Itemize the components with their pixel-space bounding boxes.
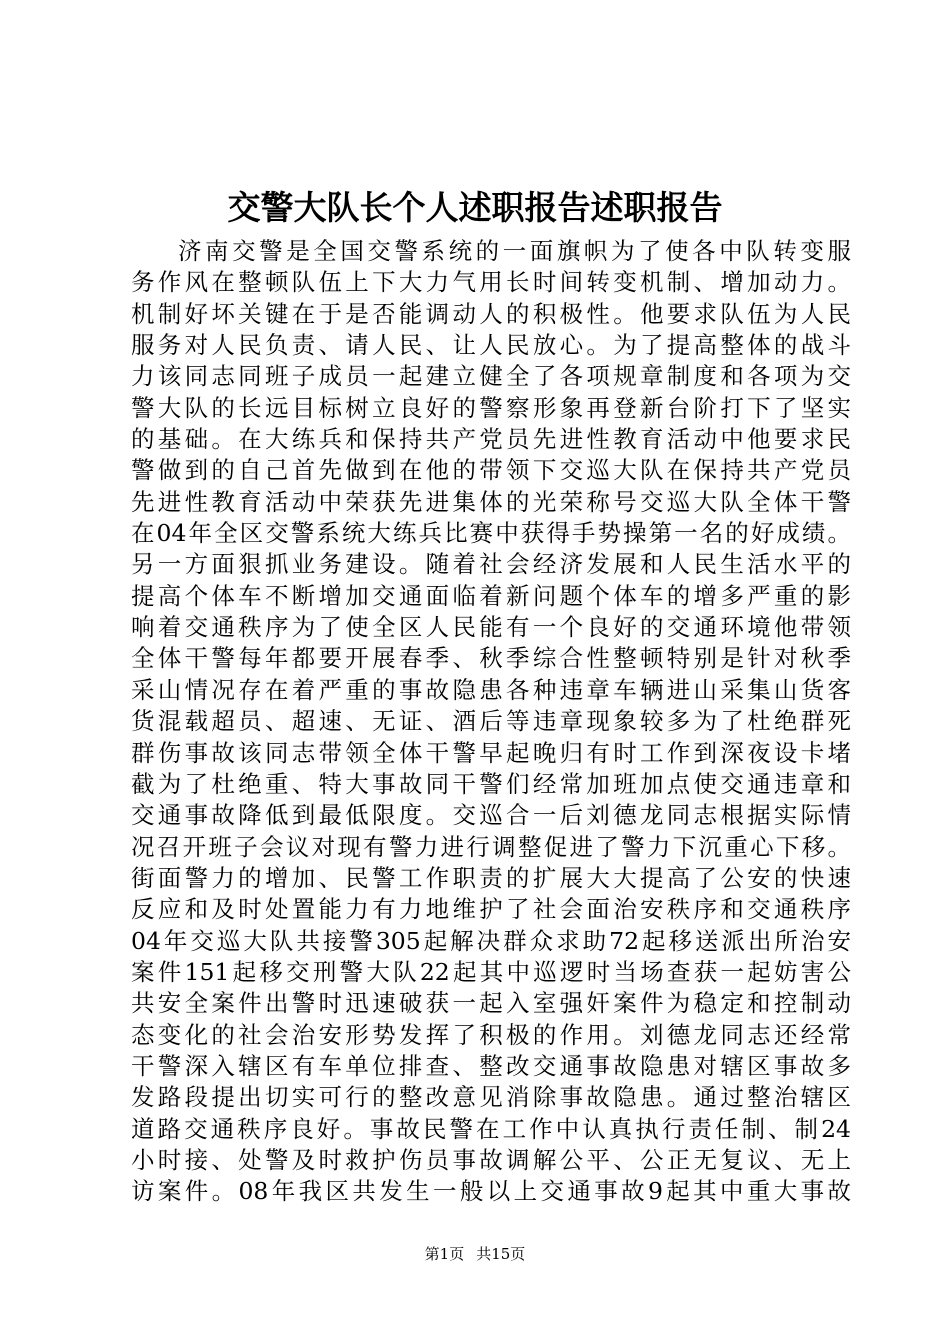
- body-line: 群伤事故该同志带领全体干警早起晚归有时工作到深夜设卡堵: [131, 738, 851, 767]
- body-line: 警大队的长远目标树立良好的警察形象再登新台阶打下了坚实: [131, 393, 851, 422]
- body-line: 采山情况存在着严重的事故隐患各种违章车辆进山采集山货客: [131, 675, 851, 704]
- body-line: 提高个体车不断增加交通面临着新问题个体车的增多严重的影: [131, 581, 851, 610]
- body-line: 小时接、处警及时救护伤员事故调解公平、公正无复议、无上: [131, 1145, 851, 1174]
- body-line: 的基础。在大练兵和保持共产党员先进性教育活动中他要求民: [131, 425, 851, 454]
- body-line: 另一方面狠抓业务建设。随着社会经济发展和人民生活水平的: [131, 550, 851, 579]
- body-line: 机制好坏关键在于是否能调动人的积极性。他要求队伍为人民: [131, 299, 851, 328]
- body-line: 街面警力的增加、民警工作职责的扩展大大提高了公安的快速: [131, 863, 851, 892]
- body-line: 道路交通秩序良好。事故民警在工作中认真执行责任制、制24: [131, 1114, 851, 1143]
- document-title: 交警大队长个人述职报告述职报告: [227, 188, 723, 227]
- page-number-current: 第1页: [424, 1245, 465, 1263]
- body-line: 交通事故降低到最低限度。交巡合一后刘德龙同志根据实际情: [131, 801, 851, 830]
- body-line: 态变化的社会治安形势发挥了积极的作用。刘德龙同志还经常: [131, 1020, 851, 1049]
- body-line: 反应和及时处置能力有力地维护了社会面治安秩序和交通秩序: [131, 895, 851, 924]
- body-line: 况召开班子会议对现有警力进行调整促进了警力下沉重心下移。: [131, 832, 851, 861]
- body-line: 务作风在整顿队伍上下大力气用长时间转变机制、增加动力。: [131, 268, 851, 297]
- page-footer: [0, 1244, 950, 1264]
- body-line: 04年交巡大队共接警305起解决群众求助72起移送派出所治安: [131, 926, 851, 955]
- document-body: [131, 236, 851, 1208]
- body-line: 发路段提出切实可行的整改意见消除事故隐患。通过整治辖区: [131, 1083, 851, 1112]
- body-line: 济南交警是全国交警系统的一面旗帜为了使各中队转变服: [178, 237, 851, 265]
- body-line: 货混载超员、超速、无证、酒后等违章现象较多为了杜绝群死: [131, 707, 851, 736]
- body-line: 干警深入辖区有车单位排查、整改交通事故隐患对辖区事故多: [131, 1051, 851, 1080]
- page-number-total: 共15页: [476, 1245, 526, 1263]
- body-line: 全体干警每年都要开展春季、秋季综合性整顿特别是针对秋季: [131, 644, 851, 673]
- body-line: 先进性教育活动中荣获先进集体的光荣称号交巡大队全体干警: [131, 487, 851, 516]
- body-line: 服务对人民负责、请人民、让人民放心。为了提高整体的战斗: [131, 331, 851, 360]
- body-line: 在04年全区交警系统大练兵比赛中获得手势操第一名的好成绩。: [131, 519, 851, 548]
- body-line: 访案件。08年我区共发生一般以上交通事故9起其中重大事故: [131, 1177, 851, 1206]
- body-line: 共安全案件出警时迅速破获一起入室强奸案件为稳定和控制动: [131, 989, 851, 1018]
- body-line: 力该同志同班子成员一起建立健全了各项规章制度和各项为交: [131, 362, 851, 391]
- body-line: 案件151起移交刑警大队22起其中巡逻时当场查获一起妨害公: [131, 957, 851, 986]
- body-line: 警做到的自己首先做到在他的带领下交巡大队在保持共产党员: [131, 456, 851, 485]
- body-line: 响着交通秩序为了使全区人民能有一个良好的交通环境他带领: [131, 613, 851, 642]
- body-line: 截为了杜绝重、特大事故同干警们经常加班加点使交通违章和: [131, 769, 851, 798]
